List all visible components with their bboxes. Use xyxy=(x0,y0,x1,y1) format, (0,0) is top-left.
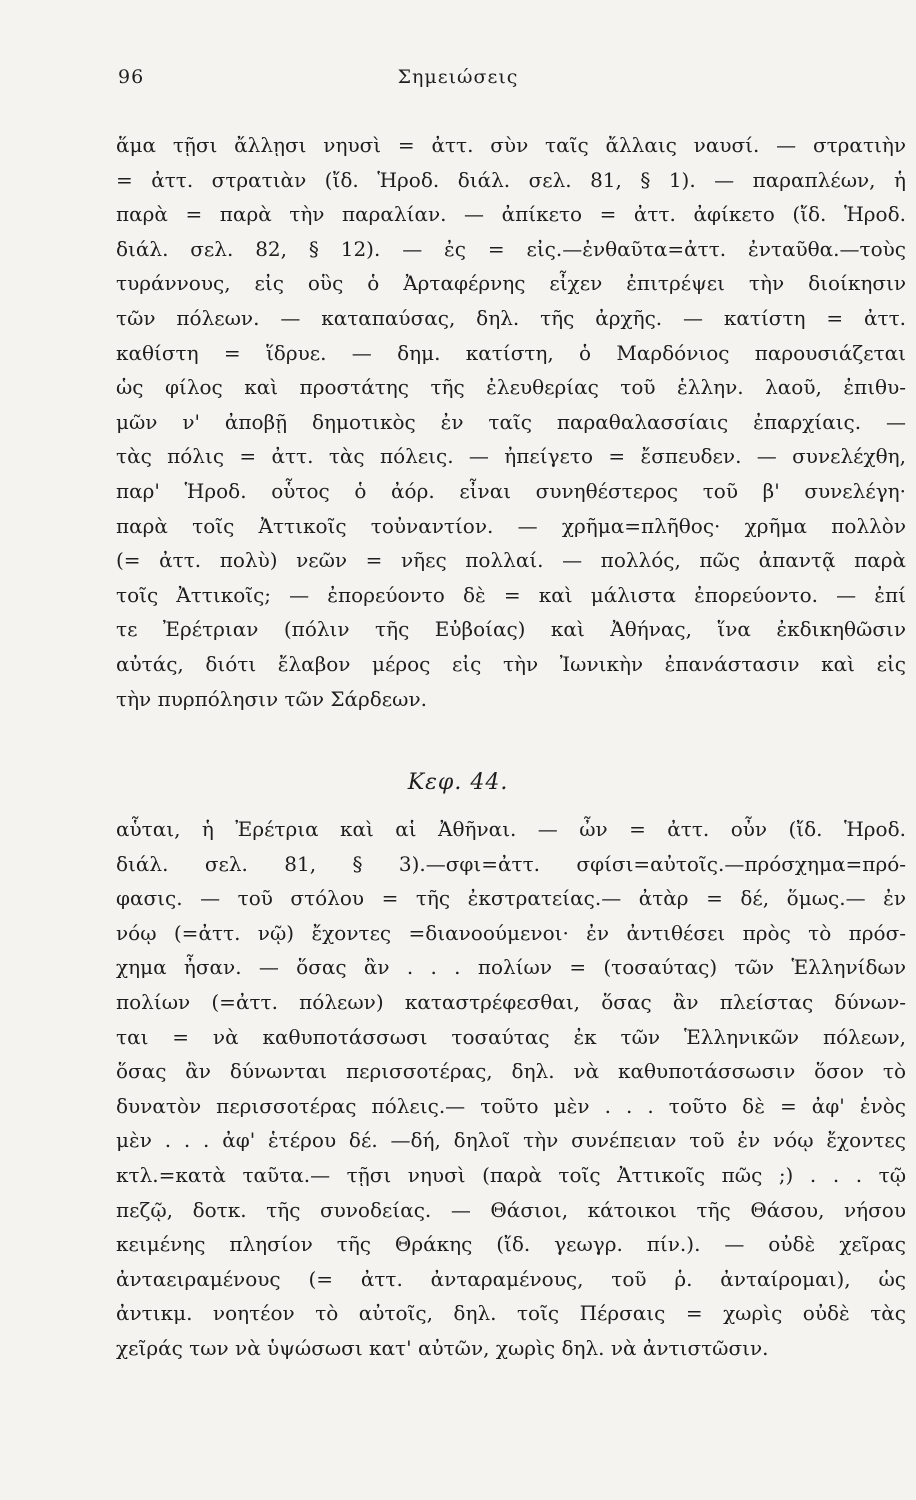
text-line: μῶν ν' ἀποβῇ δημοτικὸς ἐν ταῖς παραθαλασσίαις ἐπαρχίαις. — xyxy=(116,409,906,434)
text-line: τὴν πυρπόλησιν τῶν Σάρδεων. xyxy=(116,686,427,711)
text-line: χημα ἦσαν. — ὅσας ἂν . . . πολίων = (τοσαύτας) τῶν Ἑλληνίδων xyxy=(116,955,906,980)
text-line: κειμένης πλησίον τῆς Θράκης (ἴδ. γεωγρ. πίν.). — οὐδὲ χεῖρας xyxy=(116,1232,906,1257)
text-line: παρὰ = παρὰ τὴν παραλίαν. — ἀπίκετο = ἀττ. ἀφίκετο (ἴδ. Ἡροδ. xyxy=(116,202,906,227)
text-line: διάλ. σελ. 82, § 12). — ἐς = εἰς.—ἐνθαῦτα=ἀττ. ἐνταῦθα.—τοὺς xyxy=(116,236,906,261)
text-line: χεῖράς των νὰ ὑψώσωσι κατ' αὐτῶν, χωρὶς δηλ. νὰ ἀντιστῶσιν. xyxy=(116,1335,769,1360)
text-line: καθίστη = ἵδρυε. — δημ. κατίστη, ὁ Μαρδόνιος παρουσιάζεται xyxy=(116,340,906,365)
notes-block-1 xyxy=(116,128,906,716)
text-line: τοῖς Ἀττικοῖς; — ἐπορεύοντο δὲ = καὶ μάλιστα ἐπορεύοντο. — ἐπί xyxy=(116,582,906,607)
text-line: ἅμα τῇσι ἄλλῃσι νηυσὶ = ἀττ. σὺν ταῖς ἄλλαις ναυσί. — στρατιὴν xyxy=(116,133,906,157)
notes-block-2 xyxy=(116,812,906,1366)
text-line: μὲν . . . ἀφ' ἑτέρου δέ. —δή, δηλοῖ τὴν συνέπειαν τοῦ ἐν νόῳ ἔχοντες xyxy=(116,1128,906,1153)
text-line: ὅσας ἂν δύνωνται περισσοτέρας, δηλ. νὰ καθυποτάσσωσιν ὅσον τὸ xyxy=(116,1059,906,1084)
page-number: 96 xyxy=(118,66,145,88)
chapter-heading: Κεφ. 44. xyxy=(407,770,509,795)
text-line: φασις. — τοῦ στόλου = τῆς ἐκστρατείας.— ἀτὰρ = δέ, ὅμως.— ἐν xyxy=(116,886,906,911)
text-line: νόῳ (=ἀττ. νῷ) ἔχοντες =διανοούμενοι· ἐν ἀντιθέσει πρὸς τὸ πρόσ- xyxy=(116,920,906,945)
text-line: αὐτάς, διότι ἔλαβον μέρος εἰς τὴν Ἰωνικὴν ἐπανάστασιν καὶ εἰς xyxy=(116,651,906,676)
text-line: δυνατὸν περισσοτέρας πόλεις.— τοῦτο μὲν . . . τοῦτο δὲ = ἀφ' ἑνὸς xyxy=(116,1093,906,1118)
text-line: κτλ.=κατὰ ταῦτα.— τῇσι νηυσὶ (παρὰ τοῖς Ἀττικοῖς πῶς ;) . . . τῷ xyxy=(116,1162,906,1187)
text-line: τυράννους, εἰς οὓς ὁ Ἀρταφέρνης εἶχεν ἐπιτρέψει τὴν διοίκησιν xyxy=(116,271,906,296)
page-header xyxy=(0,66,916,100)
text-line: πεζῷ, δοτκ. τῆς συνοδείας. — Θάσιοι, κάτοικοι τῆς Θάσου, νήσου xyxy=(116,1197,906,1222)
text-line: ὡς φίλος καὶ προστάτης τῆς ἐλευθερίας τοῦ ἑλλην. λαοῦ, ἐπιθυ- xyxy=(116,375,906,400)
text-line: ἀντικμ. νοητέον τὸ αὐτοῖς, δηλ. τοῖς Πέρσαις = χωρὶς οὐδὲ τὰς xyxy=(116,1301,906,1326)
text-line: πολίων (=ἀττ. πόλεων) καταστρέφεσθαι, ὅσας ἂν πλείστας δύνων- xyxy=(116,989,906,1014)
text-line: παρὰ τοῖς Ἀττικοῖς τοὐναντίον. — χρῆμα=πλῆθος· χρῆμα πολλὸν xyxy=(116,513,906,538)
text-line: τὰς πόλις = ἀττ. τὰς πόλεις. — ἠπείγετο = ἔσπευδεν. — συνελέχθη, xyxy=(116,444,906,469)
text-line: ται = νὰ καθυποτάσσωσι τοσαύτας ἐκ τῶν Ἑλληνικῶν πόλεων, xyxy=(116,1024,906,1049)
text-line: διάλ. σελ. 81, § 3).—σφι=ἀττ. σφίσι=αὐτοῖς.—πρόσχημα=πρό- xyxy=(116,851,906,876)
text-line: τε Ἐρέτριαν (πόλιν τῆς Εὐβοίας) καὶ Ἀθήνας, ἵνα ἐκδικηθῶσιν xyxy=(116,617,906,642)
text-line: παρ' Ἡροδ. οὗτος ὁ ἀόρ. εἶναι συνηθέστερος τοῦ β' συνελέγη· xyxy=(116,478,906,503)
text-line: αὗται, ἡ Ἐρέτρια καὶ αἱ Ἀθῆναι. — ὦν = ἀττ. οὖν (ἴδ. Ἡροδ. xyxy=(116,817,906,841)
text-line: = ἀττ. στρατιὰν (ἴδ. Ἡροδ. διάλ. σελ. 81, § 1). — παραπλέων, ἡ xyxy=(116,167,906,192)
text-line: ἀνταειραμένους (= ἀττ. ἀνταραμένους, τοῦ ῥ. ἀνταίρομαι), ὡς xyxy=(116,1266,906,1291)
text-line: τῶν πόλεων. — καταπαύσας, δηλ. τῆς ἀρχῆς. — κατίστη = ἀττ. xyxy=(116,305,906,330)
text-line: (= ἀττ. πολὺ) νεῶν = νῆες πολλαί. — πολλός, πῶς ἀπαντᾷ παρὰ xyxy=(116,548,906,573)
running-title: Σημειώσεις xyxy=(397,66,519,88)
